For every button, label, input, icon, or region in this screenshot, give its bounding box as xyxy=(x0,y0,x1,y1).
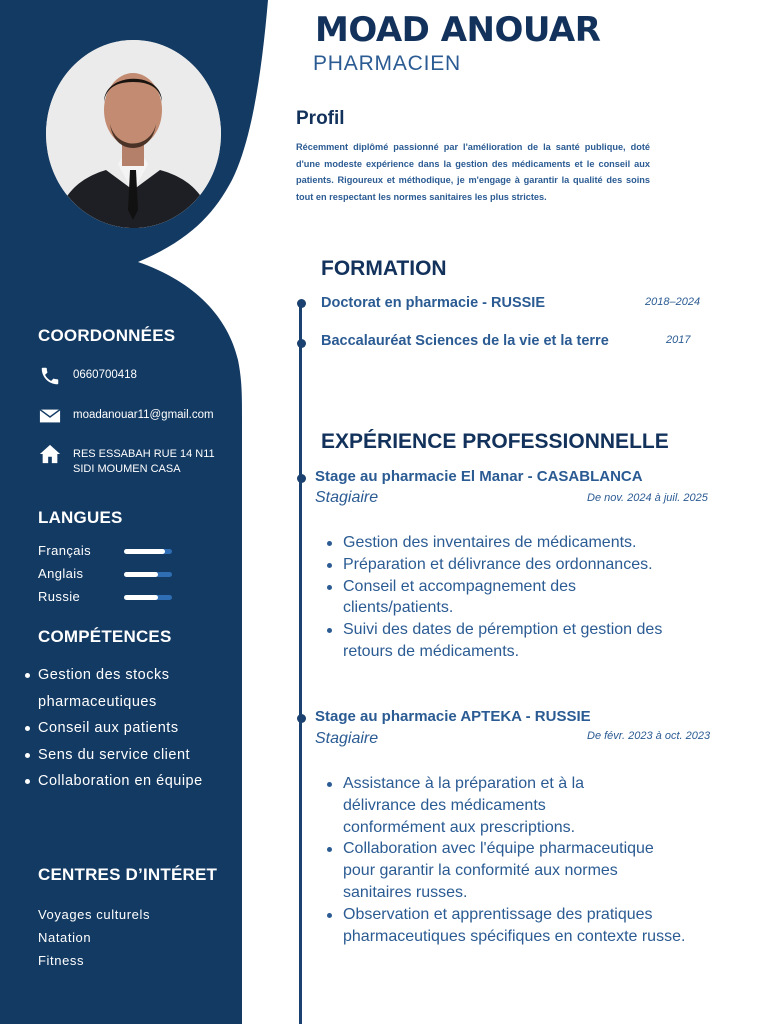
interests-list xyxy=(38,903,150,972)
skill-item: Gestion des stocks pharmaceutiques xyxy=(38,662,228,715)
interest-item: Fitness xyxy=(38,953,85,968)
education-item-title: Baccalauréat Sciences de la vie et la terre xyxy=(321,333,609,349)
person-portrait-icon xyxy=(46,40,221,228)
language-level-bar xyxy=(124,549,172,554)
mail-icon xyxy=(38,405,62,427)
profile-text: Récemment diplômé passionné par l'amélioration de la santé publique, doté d'une modeste expérience dans la gestion des médicaments et le conseil aux patients. Rigoureux et méthodique, je m'engage à garantir la qualité des soins tout en respectant les normes sanitaires les plus strictes. xyxy=(296,142,650,202)
language-level-fill xyxy=(124,572,158,577)
candidate-name: MOAD ANOUAR xyxy=(315,10,601,50)
email-row xyxy=(38,405,214,427)
phone-row xyxy=(38,365,137,387)
language-name: Anglais xyxy=(38,566,84,581)
experience-task-list xyxy=(343,532,713,663)
skills-section-title: COMPÉTENCES xyxy=(38,627,172,646)
education-item-title: Doctorat en pharmacie - RUSSIE xyxy=(321,295,545,311)
email-address: moadanouar11@gmail.com xyxy=(73,409,214,421)
experience-item-date: De févr. 2023 à oct. 2023 xyxy=(587,730,711,742)
experience-task: Observation et apprentissage des pratiques pharmaceutiques spécifiques en contexte russe. xyxy=(343,904,718,948)
profile-section-title: Profil xyxy=(296,108,345,129)
experience-task: Conseil et accompagnement des clients/patients. xyxy=(343,576,643,620)
interest-item: Natation xyxy=(38,930,92,945)
experience-task-list xyxy=(343,773,723,947)
address-line-1: RES ESSABAH RUE 14 N11 xyxy=(73,448,215,460)
experience-task: Assistance à la préparation et à la délivrance des médicaments conformément aux prescriptions. xyxy=(343,773,638,838)
contact-section-title: COORDONNÉES xyxy=(38,326,176,345)
phone-number: 0660700418 xyxy=(73,369,137,381)
address-row xyxy=(38,443,215,477)
interest-item: Voyages culturels xyxy=(38,907,151,922)
experience-item-title: Stage au pharmacie APTEKA - RUSSIE xyxy=(315,708,591,725)
timeline-dot xyxy=(297,474,306,483)
language-level-bar xyxy=(124,595,172,600)
address-line-2: SIDI MOUMEN CASA xyxy=(73,463,181,475)
experience-task: Collaboration avec l'équipe pharmaceutique pour garantir la conformité aux normes sanitaires russes. xyxy=(343,838,688,903)
language-item xyxy=(38,589,178,605)
language-level-fill xyxy=(124,549,165,554)
experience-task: Préparation et délivrance des ordonnances. xyxy=(343,554,713,576)
education-item-date: 2017 xyxy=(666,334,691,346)
skill-item: Conseil aux patients xyxy=(38,715,228,742)
language-item xyxy=(38,566,178,582)
interests-section-title: CENTRES D’INTÉRET xyxy=(38,865,218,884)
job-title: PHARMACIEN xyxy=(313,52,462,75)
language-level-bar xyxy=(124,572,172,577)
experience-item-date: De nov. 2024 à juil. 2025 xyxy=(587,492,708,504)
home-icon xyxy=(38,443,62,465)
timeline-dot xyxy=(297,714,306,723)
skill-item: Collaboration en équipe xyxy=(38,768,228,795)
experience-task: Suivi des dates de péremption et gestion des retours de médicaments. xyxy=(343,619,693,663)
skill-item: Sens du service client xyxy=(38,742,228,769)
timeline-line xyxy=(299,300,302,1024)
education-item-date: 2018–2024 xyxy=(645,296,701,308)
experience-task: Gestion des inventaires de médicaments. xyxy=(343,532,713,554)
profile-photo xyxy=(46,40,221,228)
language-item xyxy=(38,543,178,559)
phone-icon xyxy=(38,365,62,387)
education-section-title: FORMATION xyxy=(321,257,447,280)
experience-item-role: Stagiaire xyxy=(315,730,379,747)
language-level-fill xyxy=(124,595,158,600)
language-name: Russie xyxy=(38,589,81,604)
language-name: Français xyxy=(38,543,92,558)
experience-section-title: EXPÉRIENCE PROFESSIONNELLE xyxy=(321,430,669,453)
experience-item-title: Stage au pharmacie El Manar - CASABLANCA xyxy=(315,468,643,485)
timeline-dot xyxy=(297,299,306,308)
languages-section-title: LANGUES xyxy=(38,508,123,527)
timeline-dot xyxy=(297,339,306,348)
skills-list xyxy=(38,662,228,795)
experience-item-role: Stagiaire xyxy=(315,489,379,506)
